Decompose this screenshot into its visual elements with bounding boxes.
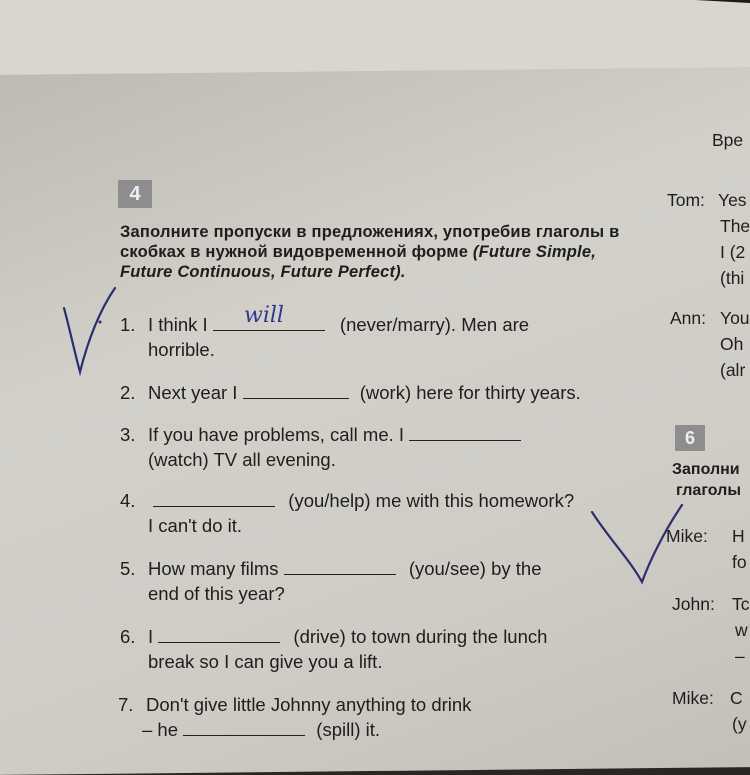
item-number: 1.	[120, 314, 136, 335]
item-text: (drive) to town during the lunch	[293, 626, 548, 647]
item-number: 2.	[120, 382, 136, 403]
dialogue-text: fo	[732, 552, 747, 572]
item-number: 3.	[120, 424, 136, 445]
instruction-text: глаголы	[676, 482, 741, 499]
dialogue-text: H	[732, 526, 745, 546]
pen-dot	[99, 321, 102, 324]
exercise-number-badge: 4	[118, 180, 152, 208]
speaker-label: Tom:	[667, 190, 705, 210]
item-number: 7.	[118, 694, 134, 715]
item-text: (you/see) by the	[408, 558, 542, 579]
item-text: (spill) it.	[316, 719, 381, 740]
dialogue-text: You	[720, 308, 750, 328]
item-text: I can't do it.	[148, 515, 243, 536]
dialogue-text: w	[735, 620, 748, 640]
dialogue-text: I (2	[720, 242, 746, 262]
item-text: (you/help) me with this homework?	[288, 490, 575, 511]
item-text: (work) here for thirty years.	[359, 382, 581, 403]
instruction-text: Заполни	[672, 461, 740, 478]
item-text: Next year I	[148, 382, 238, 403]
dialogue-text: (y	[732, 714, 747, 734]
dialogue-text: Oh	[720, 334, 744, 354]
item-text: I think I	[148, 314, 208, 335]
dialogue-text: The	[720, 216, 750, 236]
item-number: 4.	[120, 490, 136, 511]
item-number: 6.	[120, 626, 136, 647]
item-text: I	[148, 626, 154, 647]
speaker-label: John:	[672, 594, 715, 614]
item-text: How many films	[148, 558, 279, 579]
dialogue-text: (alr	[720, 360, 746, 380]
checkmark-icon	[592, 505, 682, 582]
item-text: Don't give little Johnny anything to drink	[146, 694, 472, 715]
item-text: (watch) TV all evening.	[148, 449, 336, 470]
right-header: Вре	[712, 130, 744, 150]
item-text: (never/marry). Men are	[339, 314, 530, 335]
handwritten-answer: will	[244, 303, 284, 328]
dialogue-text: C	[730, 688, 743, 708]
item-text: horrible.	[148, 339, 215, 360]
dialogue-text: Yes	[718, 190, 747, 210]
instruction-text: Заполните пропуски в предложениях, употребив глаголы в скобках в нужной видовременной форме	[120, 223, 620, 261]
checkmark-icon	[64, 288, 115, 372]
dialogue-text: Tc	[732, 594, 750, 614]
dialogue-text: (thi	[720, 268, 745, 288]
item-text: end of this year?	[148, 583, 285, 604]
speaker-label: Mike:	[672, 688, 714, 708]
item-text: If you have problems, call me. I	[148, 424, 405, 445]
dialogue-text: –	[735, 646, 745, 666]
instruction-tenses: (Future Simple, Future Continuous, Future Perfect).	[120, 243, 596, 281]
item-number: 5.	[120, 558, 136, 579]
item-text: break so I can give you a lift.	[148, 651, 383, 672]
speaker-label: Ann:	[670, 308, 706, 328]
exercise-number-badge: 6	[675, 425, 705, 451]
speaker-label: Mike:	[666, 526, 708, 546]
item-text: – he	[142, 719, 179, 740]
